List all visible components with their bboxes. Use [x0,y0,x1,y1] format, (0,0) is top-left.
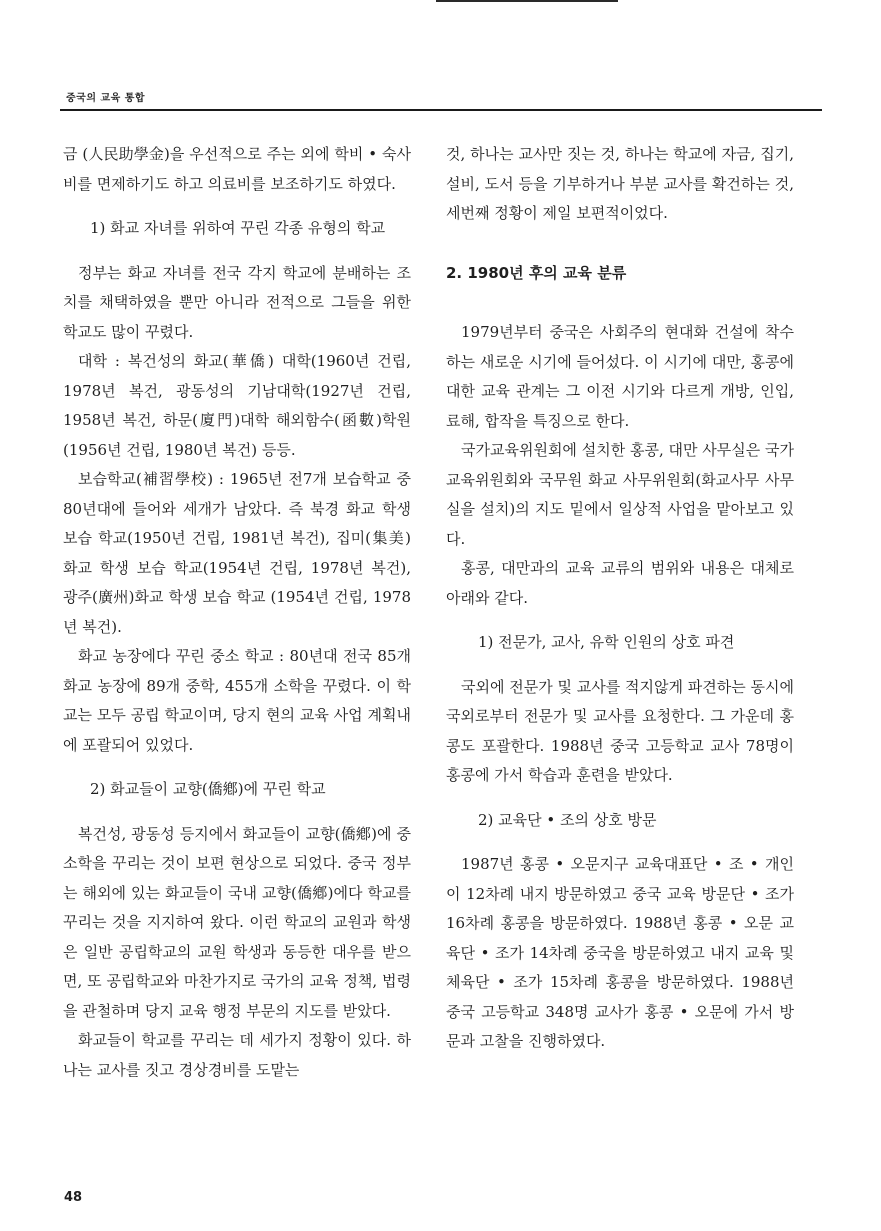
paragraph: 국가교육위원회에 설치한 홍콩, 대만 사무실은 국가교육위원회와 국무원 화교 사무위원회(화교사무 사무실을 설치)의 지도 밑에서 일상적 사업을 맡아보고 있다. [446,441,794,548]
paragraph: 화교 농장에다 꾸린 중소 학교 : 80년대 전국 85개 화교 농장에 89개 중학, 455개 소학을 꾸렸다. 이 학교는 모두 공립 학교이며, 당지 현의 교육 사업 계획내에 포괄되어 있었다. [63,647,411,754]
page-number: 48 [64,1190,83,1205]
subsection-heading: 2) 교육단 • 조의 상호 방문 [478,810,657,829]
paragraph: 대학 : 복건성의 화교(華僑) 대학(1960년 건립, 1978년 복건, 광동성의 기남대학(1927년 건립, 1958년 복건, 하문(廈門)대학 해외함수(函數)학원 (1956년 건립, 1980년 복건) 등등. [63,352,411,459]
top-edge-rule [436,0,618,2]
subsection-heading: 1) 화교 자녀를 위하여 꾸린 각종 유형의 학교 [90,219,386,237]
paragraph: 홍콩, 대만과의 교육 교류의 범위와 내용은 대체로 아래와 같다. [446,559,794,607]
paragraph: 1979년부터 중국은 사회주의 현대화 건설에 착수하는 새로운 시기에 들어섰다. 이 시기에 대만, 홍콩에 대한 교육 관계는 그 이전 시기와 다르게 개방, 인입, 료해, 합작을 특징으로 한다. [446,323,794,430]
paragraph: 화교들이 학교를 꾸리는 데 세가지 정황이 있다. 하나는 교사를 짓고 경상경비를 도맡는 [63,1031,411,1079]
left-column [63,140,411,1085]
running-title: 중국의 교육 통합 [66,93,146,104]
right-column [446,140,794,1057]
subsection-heading: 1) 전문가, 교사, 유학 인원의 상호 파견 [478,633,735,651]
paragraph: 정부는 화교 자녀를 전국 각지 학교에 분배하는 조치를 채택하였을 뿐만 아니라 전적으로 그들을 위한 학교도 많이 꾸렸다. [63,263,411,341]
paragraph: 국외에 전문가 및 교사를 적지않게 파견하는 동시에 국외로부터 전문가 및 교사를 요청한다. 그 가운데 홍콩도 포괄한다. 1988년 중국 고등학교 교사 78명이 홍콩에 가서 학습과 훈련을 받았다. [446,677,794,784]
paragraph: 복건성, 광동성 등지에서 화교들이 교향(僑鄕)에 중소학을 꾸리는 것이 보편 현상으로 되었다. 중국 정부는 해외에 있는 화교들이 국내 교향(僑鄕)에다 학교를 꾸리는 것을 지지하여 왔다. 이런 학교의 교원과 학생은 일반 공립학교의 교원 학생과 동등한 대우를 받으면, 또 공립학교와 마찬가지로 국가의 교육 정책, 법령을 관철하며 당지 교육 행정 부문의 지도를 받았다. [63,824,411,1020]
paragraph: 것, 하나는 교사만 짓는 것, 하나는 학교에 자금, 집기, 설비, 도서 등을 기부하거나 부분 교사를 확건하는 것, 세번째 정황이 제일 보편적이었다. [446,145,794,222]
paragraph: 보습학교(補習學校) : 1965년 전7개 보습학교 중 80년대에 들어와 세개가 남았다. 즉 북경 화교 학생 보습 학교(1950년 건립, 1981년 복건), 집미(集美) 화교 학생 보습 학교(1954년 건립, 1978년 복건), 광주(廣州)화교 학생 보습 학교 (1954년 건립, 1978년 복건). [63,470,411,636]
paragraph: 1987년 홍콩 • 오문지구 교육대표단 • 조 • 개인이 12차례 내지 방문하였고 중국 교육 방문단 • 조가 16차례 홍콩을 방문하였다. 1988년 홍콩 • 오문 교육단 • 조가 14차례 중국을 방문하였고 내지 교육 및 체육단 • 조가 15차례 홍콩을 방문하였다. 1988년 중국 고등학교 348명 교사가 홍콩 • 오문에 가서 방문과 고찰을 진행하였다. [446,855,794,1050]
paragraph: 금 (人民助學金)을 우선적으로 주는 외에 학비 • 숙사비를 면제하기도 하고 의료비를 보조하기도 하였다. [63,145,411,193]
header-rule [60,109,822,111]
subsection-heading: 2) 화교들이 교향(僑鄕)에 꾸린 학교 [90,780,326,798]
section-heading: 2. 1980년 후의 교육 분류 [446,263,627,282]
